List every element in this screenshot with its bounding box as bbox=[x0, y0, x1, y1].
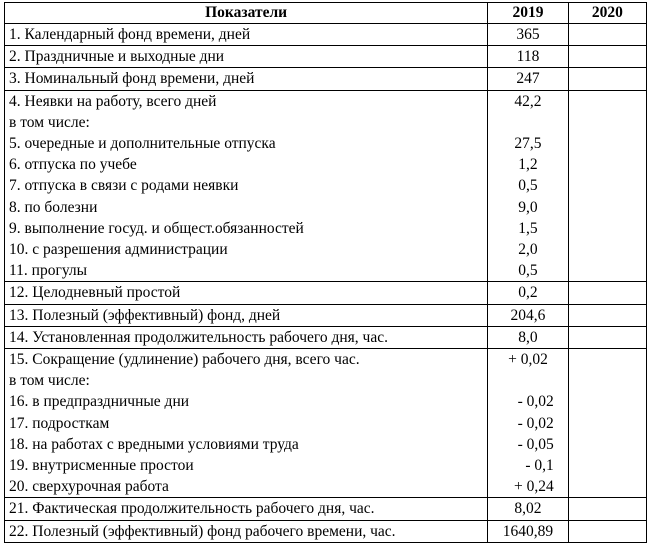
row-label: 10. с разрешения администрации bbox=[5, 239, 488, 260]
row-value-2020 bbox=[568, 349, 646, 371]
row-value-2020 bbox=[568, 218, 646, 239]
row-value-2020 bbox=[568, 304, 646, 326]
table-row bbox=[5, 24, 647, 46]
row-value-2019: 0,2 bbox=[488, 282, 569, 304]
table-row bbox=[5, 476, 647, 498]
row-value-2020 bbox=[568, 24, 646, 46]
table-row bbox=[5, 498, 647, 520]
table-row bbox=[5, 239, 647, 260]
row-value-2020 bbox=[568, 239, 646, 260]
row-value-2019: 8,0 bbox=[488, 326, 569, 348]
row-value-2020 bbox=[568, 154, 646, 175]
row-value-2020 bbox=[568, 498, 646, 520]
header-year-2020: 2020 bbox=[568, 3, 646, 24]
row-label: 3. Номинальный фонд времени, дней bbox=[5, 68, 488, 90]
table-row bbox=[5, 260, 647, 282]
row-value-2019: - 0,02 bbox=[488, 413, 569, 434]
table-row bbox=[5, 520, 647, 542]
row-value-2020 bbox=[568, 326, 646, 348]
row-value-2020 bbox=[568, 197, 646, 218]
row-label: 8. по болезни bbox=[5, 197, 488, 218]
row-label: 13. Полезный (эффективный) фонд, дней bbox=[5, 304, 488, 326]
row-label: 4. Неявки на работу, всего дней bbox=[5, 90, 488, 112]
row-value-2019: 204,6 bbox=[488, 304, 569, 326]
row-label: 22. Полезный (эффективный) фонд рабочего времени, час. bbox=[5, 520, 488, 542]
row-label: 20. сверхурочная работа bbox=[5, 476, 488, 498]
row-label: 2. Праздничные и выходные дни bbox=[5, 46, 488, 68]
row-value-2020 bbox=[568, 68, 646, 90]
table-row bbox=[5, 391, 647, 412]
row-value-2019: - 0,02 bbox=[488, 391, 569, 412]
row-value-2020 bbox=[568, 133, 646, 154]
row-value-2019: 1,2 bbox=[488, 154, 569, 175]
row-value-2020 bbox=[568, 455, 646, 476]
row-label: 7. отпуска в связи с родами неявки bbox=[5, 175, 488, 196]
row-value-2019: 1,5 bbox=[488, 218, 569, 239]
row-label: 18. на работах с вредными условиями труда bbox=[5, 434, 488, 455]
row-value-2020 bbox=[568, 476, 646, 498]
row-label: 9. выполнение госуд. и общест.обязанностей bbox=[5, 218, 488, 239]
row-label: 12. Целодневный простой bbox=[5, 282, 488, 304]
row-value-2019 bbox=[488, 370, 569, 391]
row-value-2020 bbox=[568, 175, 646, 196]
row-value-2019 bbox=[488, 112, 569, 133]
table-row bbox=[5, 175, 647, 196]
row-value-2020 bbox=[568, 434, 646, 455]
row-value-2020 bbox=[568, 282, 646, 304]
row-value-2019: 1640,89 bbox=[488, 520, 569, 542]
work-time-balance-table bbox=[4, 2, 647, 543]
table-row bbox=[5, 370, 647, 391]
table-row bbox=[5, 90, 647, 112]
row-value-2019: 2,0 bbox=[488, 239, 569, 260]
table-row bbox=[5, 455, 647, 476]
row-value-2020 bbox=[568, 520, 646, 542]
header-indicator: Показатели bbox=[5, 3, 488, 24]
row-value-2019: 247 bbox=[488, 68, 569, 90]
row-label: 16. в предпраздничные дни bbox=[5, 391, 488, 412]
row-label: 17. подросткам bbox=[5, 413, 488, 434]
row-value-2020 bbox=[568, 260, 646, 282]
table-row bbox=[5, 133, 647, 154]
row-label: 14. Установленная продолжительность рабочего дня, час. bbox=[5, 326, 488, 348]
row-label: 1. Календарный фонд времени, дней bbox=[5, 24, 488, 46]
row-value-2019: 42,2 bbox=[488, 90, 569, 112]
row-label: в том числе: bbox=[5, 112, 488, 133]
row-label: 6. отпуска по учебе bbox=[5, 154, 488, 175]
table-row bbox=[5, 434, 647, 455]
row-value-2020 bbox=[568, 391, 646, 412]
row-label: в том числе: bbox=[5, 370, 488, 391]
row-value-2019: + 0,02 bbox=[488, 349, 569, 371]
row-label: 15. Сокращение (удлинение) рабочего дня, всего час. bbox=[5, 349, 488, 371]
row-label: 19. внутрисменные простои bbox=[5, 455, 488, 476]
row-value-2019: - 0,1 bbox=[488, 455, 569, 476]
row-label: 5. очередные и дополнительные отпуска bbox=[5, 133, 488, 154]
row-value-2019: 8,02 bbox=[488, 498, 569, 520]
row-value-2019: 0,5 bbox=[488, 260, 569, 282]
table-row bbox=[5, 46, 647, 68]
row-value-2019: + 0,24 bbox=[488, 476, 569, 498]
header-year-2019: 2019 bbox=[488, 3, 569, 24]
table-row bbox=[5, 197, 647, 218]
table-row bbox=[5, 218, 647, 239]
table-row bbox=[5, 154, 647, 175]
row-value-2019: 0,5 bbox=[488, 175, 569, 196]
row-value-2019: 118 bbox=[488, 46, 569, 68]
row-value-2019: 9,0 bbox=[488, 197, 569, 218]
table-row bbox=[5, 326, 647, 348]
row-value-2020 bbox=[568, 413, 646, 434]
table-row bbox=[5, 112, 647, 133]
row-value-2020 bbox=[568, 112, 646, 133]
row-label: 21. Фактическая продолжительность рабочего дня, час. bbox=[5, 498, 488, 520]
row-value-2019: - 0,05 bbox=[488, 434, 569, 455]
table-header-row bbox=[5, 3, 647, 24]
table-row bbox=[5, 68, 647, 90]
row-value-2019: 27,5 bbox=[488, 133, 569, 154]
table-row bbox=[5, 349, 647, 371]
row-value-2020 bbox=[568, 46, 646, 68]
row-value-2020 bbox=[568, 90, 646, 112]
table-row bbox=[5, 282, 647, 304]
row-value-2020 bbox=[568, 370, 646, 391]
table-row bbox=[5, 413, 647, 434]
row-value-2019: 365 bbox=[488, 24, 569, 46]
table-row bbox=[5, 304, 647, 326]
row-label: 11. прогулы bbox=[5, 260, 488, 282]
